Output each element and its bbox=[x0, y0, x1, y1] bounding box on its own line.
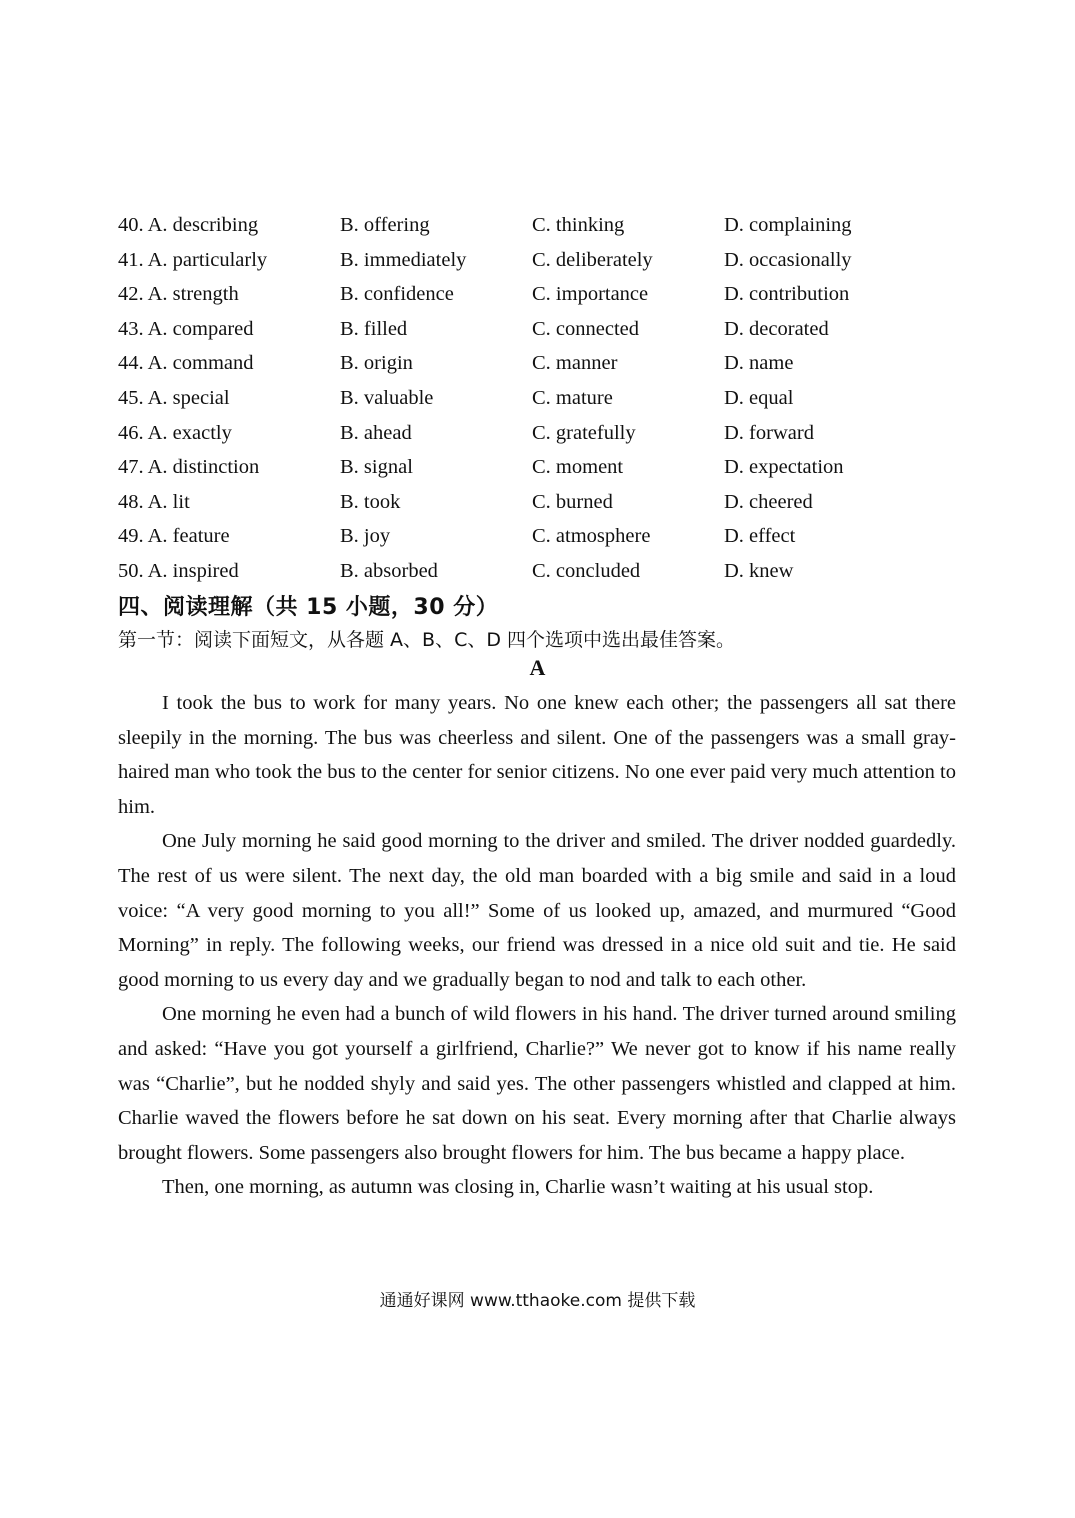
option-d: D. effect bbox=[724, 525, 796, 548]
option-d: D. name bbox=[724, 352, 794, 375]
option-b: B. immediately bbox=[340, 248, 467, 271]
option-c: C. deliberately bbox=[532, 248, 653, 271]
option-b: B. confidence bbox=[340, 283, 454, 306]
paragraph: One morning he even had a bunch of wild flowers in his hand. The driver turned around smiling and asked: “Have you got yourself a girlfriend, Charlie?” We never got to know if his name really was “Charlie”, but he nodded shyly and said yes. The other passengers whistled and clapped at him. Charlie waved the flowers before he sat down on his seat. Every morning after that Charlie always brought flowers. Some passengers also brought flowers for him. The bus became a happy place. bbox=[118, 1003, 956, 1164]
option-c: C. burned bbox=[532, 490, 613, 513]
paragraph: I took the bus to work for many years. No one knew each other; the passengers all sat there sleepily in the morning. The bus was cheerless and silent. One of the passengers was a small gray-haired man who took the bus to the center for senior citizens. No one ever paid very much attention to him. bbox=[118, 692, 956, 818]
option-a: 40. A. describing bbox=[118, 214, 259, 236]
option-b: B. absorbed bbox=[340, 559, 438, 582]
option-d: D. cheered bbox=[724, 490, 813, 513]
option-c: C. connected bbox=[532, 317, 640, 340]
answer-options bbox=[118, 208, 918, 589]
option-b: B. signal bbox=[340, 456, 413, 479]
option-row-44 bbox=[118, 346, 918, 381]
option-row-49 bbox=[118, 519, 918, 554]
option-row-45 bbox=[118, 381, 918, 416]
option-c: C. manner bbox=[532, 352, 618, 375]
option-d: D. equal bbox=[724, 386, 794, 409]
option-a: 47. A. distinction bbox=[118, 456, 260, 479]
option-d: D. knew bbox=[724, 559, 794, 582]
option-b: B. took bbox=[340, 490, 401, 513]
option-a: 46. A. exactly bbox=[118, 421, 232, 444]
option-c: C. importance bbox=[532, 283, 649, 306]
option-row-46 bbox=[118, 416, 918, 451]
option-row-48 bbox=[118, 485, 918, 520]
option-row-40 bbox=[118, 208, 918, 243]
option-a: 49. A. feature bbox=[118, 525, 230, 548]
option-d: D. complaining bbox=[724, 214, 852, 236]
option-c: C. concluded bbox=[532, 559, 641, 582]
option-c: C. mature bbox=[532, 386, 613, 409]
option-c: C. thinking bbox=[532, 214, 625, 236]
option-b: B. ahead bbox=[340, 421, 412, 444]
option-d: D. expectation bbox=[724, 456, 844, 479]
option-a: 50. A. inspired bbox=[118, 559, 239, 582]
option-b: B. joy bbox=[340, 525, 391, 548]
option-d: D. occasionally bbox=[724, 248, 852, 271]
page-footer: 通通好课网 www.tthaoke.com 提供下载 bbox=[379, 1291, 696, 1311]
paragraph: Then, one morning, as autumn was closing in, Charlie wasn’t waiting at his usual stop. bbox=[162, 1176, 874, 1199]
option-row-43 bbox=[118, 312, 918, 347]
option-row-47 bbox=[118, 450, 918, 485]
section-instruction: 第一节：阅读下面短文，从各题 A、B、C、D 四个选项中选出最佳答案。 bbox=[118, 629, 736, 651]
option-d: D. forward bbox=[724, 421, 814, 444]
option-c: C. gratefully bbox=[532, 421, 636, 444]
option-b: B. origin bbox=[340, 352, 413, 375]
option-c: C. moment bbox=[532, 456, 624, 479]
option-row-42 bbox=[118, 277, 918, 312]
option-d: D. decorated bbox=[724, 317, 829, 340]
option-a: 43. A. compared bbox=[118, 317, 254, 340]
option-a: 48. A. lit bbox=[118, 490, 190, 513]
paragraph: One July morning he said good morning to the driver and smiled. The driver nodded guardedly. The rest of us were silent. The next day, the old man boarded with a big smile and said in a loud voice: “A very good morning to you all!” Some of us looked up, amazed, and murmured “Good Morning” in reply. The following weeks, our friend was dressed in a nice old suit and tie. He said good morning to us every day and we gradually began to nod and talk to each other. bbox=[118, 830, 956, 991]
option-a: 41. A. particularly bbox=[118, 248, 268, 271]
option-row-50 bbox=[118, 554, 918, 589]
reading-passage bbox=[118, 686, 956, 1205]
option-d: D. contribution bbox=[724, 283, 850, 306]
option-c: C. atmosphere bbox=[532, 525, 651, 548]
section-title: 四、阅读理解（共 15 小题，30 分） bbox=[118, 595, 499, 620]
option-b: B. offering bbox=[340, 214, 430, 236]
option-a: 44. A. command bbox=[118, 352, 254, 375]
option-row-41 bbox=[118, 243, 918, 278]
option-a: 45. A. special bbox=[118, 386, 230, 409]
option-b: B. filled bbox=[340, 317, 408, 340]
option-a: 42. A. strength bbox=[118, 283, 239, 306]
passage-title: A bbox=[529, 655, 546, 680]
option-b: B. valuable bbox=[340, 386, 434, 409]
